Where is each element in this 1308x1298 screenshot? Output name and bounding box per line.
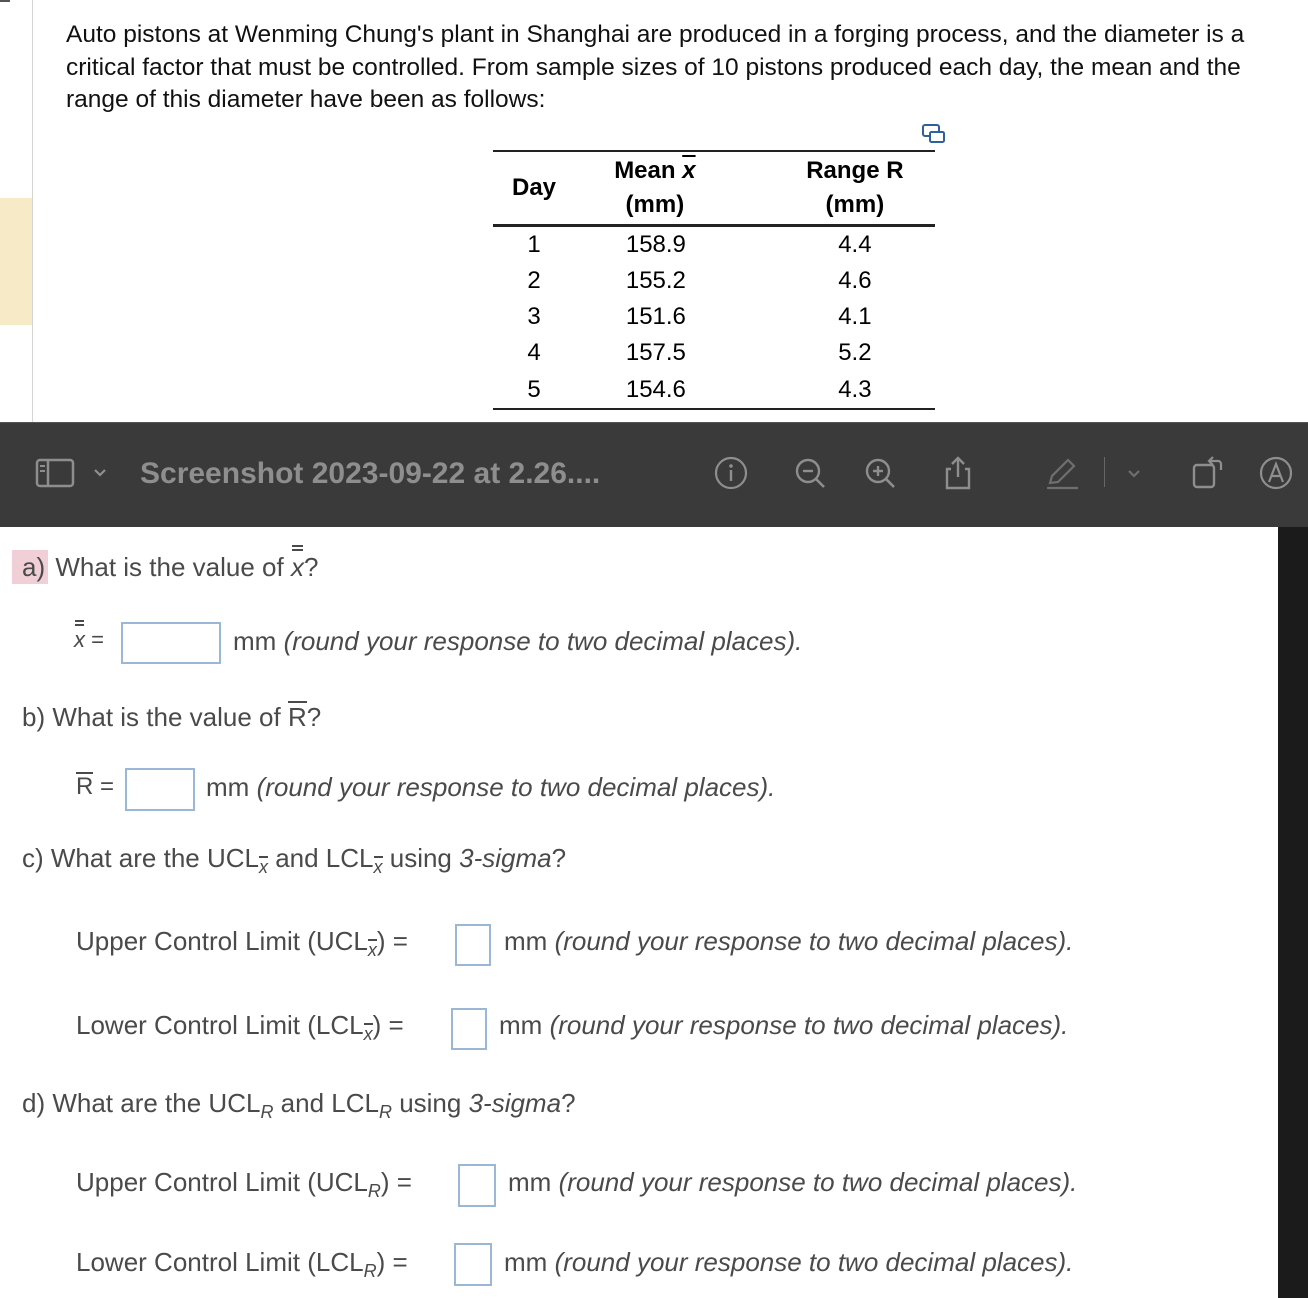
question-a-end: ? [303,552,319,582]
question-b-letter: b) [22,702,46,732]
xbarbar-input[interactable] [121,622,221,664]
markup-pencil-icon[interactable] [1042,453,1082,493]
table-row [493,299,935,335]
question-d-and: and LCL [273,1088,379,1118]
header-mean [575,151,775,225]
ucl-x-input[interactable] [455,924,491,966]
zoom-in-icon[interactable] [860,453,900,493]
cell-day: 5 [527,375,541,403]
answer-b-hint-line [206,772,775,803]
share-icon[interactable] [938,453,978,493]
question-c-sub-ucl: x [258,857,268,878]
cell-mean: 154.6 [625,375,686,403]
ucl-r-label [76,1167,412,1202]
lcl-r-label-close: ) = [376,1247,408,1277]
lcl-x-label-text: Lower Control Limit (LCL [76,1010,364,1040]
ucl-r-label-close: ) = [380,1167,412,1197]
markup-chevron-icon[interactable] [1122,453,1146,493]
question-b-symbol: R [287,702,307,732]
rotate-icon[interactable] [1188,453,1228,493]
problem-text: Auto pistons at Wenming Chung's plant in Shanghai are produced in a forging process, and the diameter is a critical factor that must be controlled. From sample sizes of 10 pistons produced each day, the mean and the range of this diameter have been as follows: [66,21,1245,113]
question-c-using: using [382,843,460,873]
answer-a-hint-line [233,626,802,657]
question-c-end: ? [551,843,567,873]
ucl-x-label-text: Upper Control Limit (UCL [76,926,368,956]
answer-a-label [74,627,104,653]
cell-range: 5.2 [838,339,872,367]
lcl-x-label-close: ) = [372,1010,404,1040]
header-day: Day [511,173,557,201]
ucl-r-label-sub: R [367,1181,381,1202]
question-c [22,843,566,878]
question-c-and: and LCL [267,843,374,873]
rbar-input[interactable] [125,768,195,811]
table-row [493,372,935,409]
ucl-x-hint: (round your response to two decimal places). [554,926,1074,956]
header-range [775,151,935,225]
cell-mean: 158.9 [625,230,686,258]
markup-circle-icon[interactable] [1256,453,1296,493]
lcl-r-hint: (round your response to two decimal places). [554,1247,1074,1277]
question-d-sub-ucl: R [260,1102,274,1123]
lcl-x-unit: mm [499,1010,543,1040]
ucl-r-hint-line [508,1167,1077,1198]
question-d-sub-lcl: R [378,1102,392,1123]
ucl-r-hint: (round your response to two decimal places). [558,1167,1078,1197]
lcl-r-label-sub: R [363,1261,377,1282]
answer-b-equals: = [100,773,115,800]
preview-toolbar [0,422,1308,528]
ucl-r-label-text: Upper Control Limit (UCL [76,1167,368,1197]
header-range-unit: (mm) [825,190,885,218]
answer-b-hint: (round your response to two decimal places). [256,772,776,802]
lcl-x-hint: (round your response to two decimal places). [549,1010,1069,1040]
lcl-x-label-sub: x [363,1024,373,1045]
question-a-text: What is the value of [55,552,284,582]
question-a-symbol: x [290,552,304,582]
data-table [493,150,935,410]
cell-day: 3 [527,303,541,331]
header-mean-label: Mean [614,156,676,184]
answer-b-unit: mm [206,772,250,802]
header-mean-symbol: $\overline{x}$ [682,156,696,184]
table-row [493,225,935,263]
document-title: Screenshot 2023-09-22 at 2.26.... [140,457,601,490]
toolbar-separator [1104,457,1105,487]
question-c-sub-lcl: x [373,857,383,878]
questions-panel [0,527,1278,1298]
question-b [22,702,321,733]
header-range-label: Range R [806,156,904,184]
margin-tick [0,0,10,2]
cell-range: 4.3 [838,375,872,403]
cell-day: 2 [527,266,541,294]
scrollbar-track[interactable] [1278,527,1308,1298]
question-d-end: ? [561,1088,576,1118]
ucl-r-input[interactable] [458,1164,496,1207]
cell-range: 4.4 [838,230,872,258]
info-icon[interactable] [711,453,751,493]
answer-a-unit: mm [233,626,277,656]
zoom-out-icon[interactable] [790,453,830,493]
cell-range: 4.6 [838,266,872,294]
lcl-r-label-text: Lower Control Limit (LCL [76,1247,364,1277]
header-mean-unit: (mm) [625,190,685,218]
cell-mean: 157.5 [625,339,686,367]
cell-mean: 151.6 [625,303,686,331]
margin-highlight [0,198,32,325]
question-c-prefix: c) What are the UCL [22,843,259,873]
question-d-using: using [391,1088,469,1118]
table-row [493,335,935,371]
question-b-end: ? [306,702,322,732]
ucl-x-label-close: ) = [376,926,408,956]
question-a-letter: a) [12,550,48,584]
cell-day: 4 [527,339,541,367]
ucl-x-unit: mm [504,926,548,956]
lcl-r-unit: mm [504,1247,548,1277]
answer-b-symbol: R [76,773,94,800]
answer-a-equals: = [91,627,104,652]
lcl-x-hint-line [499,1010,1068,1041]
question-d-sigma: 3-sigma [468,1088,562,1118]
chevron-down-icon[interactable] [90,453,110,493]
problem-panel [0,0,1308,422]
answer-a-symbol: x [74,627,85,652]
lcl-r-label [76,1247,408,1282]
ucl-x-label-sub: x [367,940,377,961]
ucl-r-unit: mm [508,1167,552,1197]
lcl-x-input[interactable] [451,1008,487,1050]
ucl-x-hint-line [504,926,1073,957]
lcl-r-input[interactable] [454,1243,492,1286]
margin-rule [32,0,33,422]
cell-range: 4.1 [838,303,872,331]
cell-day: 1 [527,230,541,258]
lcl-r-hint-line [504,1247,1073,1278]
ucl-x-label [76,926,408,961]
question-d [22,1088,576,1123]
question-b-text: What is the value of [52,702,281,732]
answer-a-hint: (round your response to two decimal places). [283,626,803,656]
sidebar-toggle-icon[interactable] [34,453,76,493]
cell-mean: 155.2 [625,266,686,294]
table-row [493,263,935,299]
question-c-sigma: 3-sigma [459,843,552,873]
answer-b-label [76,773,114,801]
table-header-row [493,151,935,225]
question-a [12,552,318,583]
lcl-x-label [76,1010,404,1045]
copy-table-icon[interactable] [922,124,946,144]
question-d-prefix: d) What are the UCL [22,1088,261,1118]
